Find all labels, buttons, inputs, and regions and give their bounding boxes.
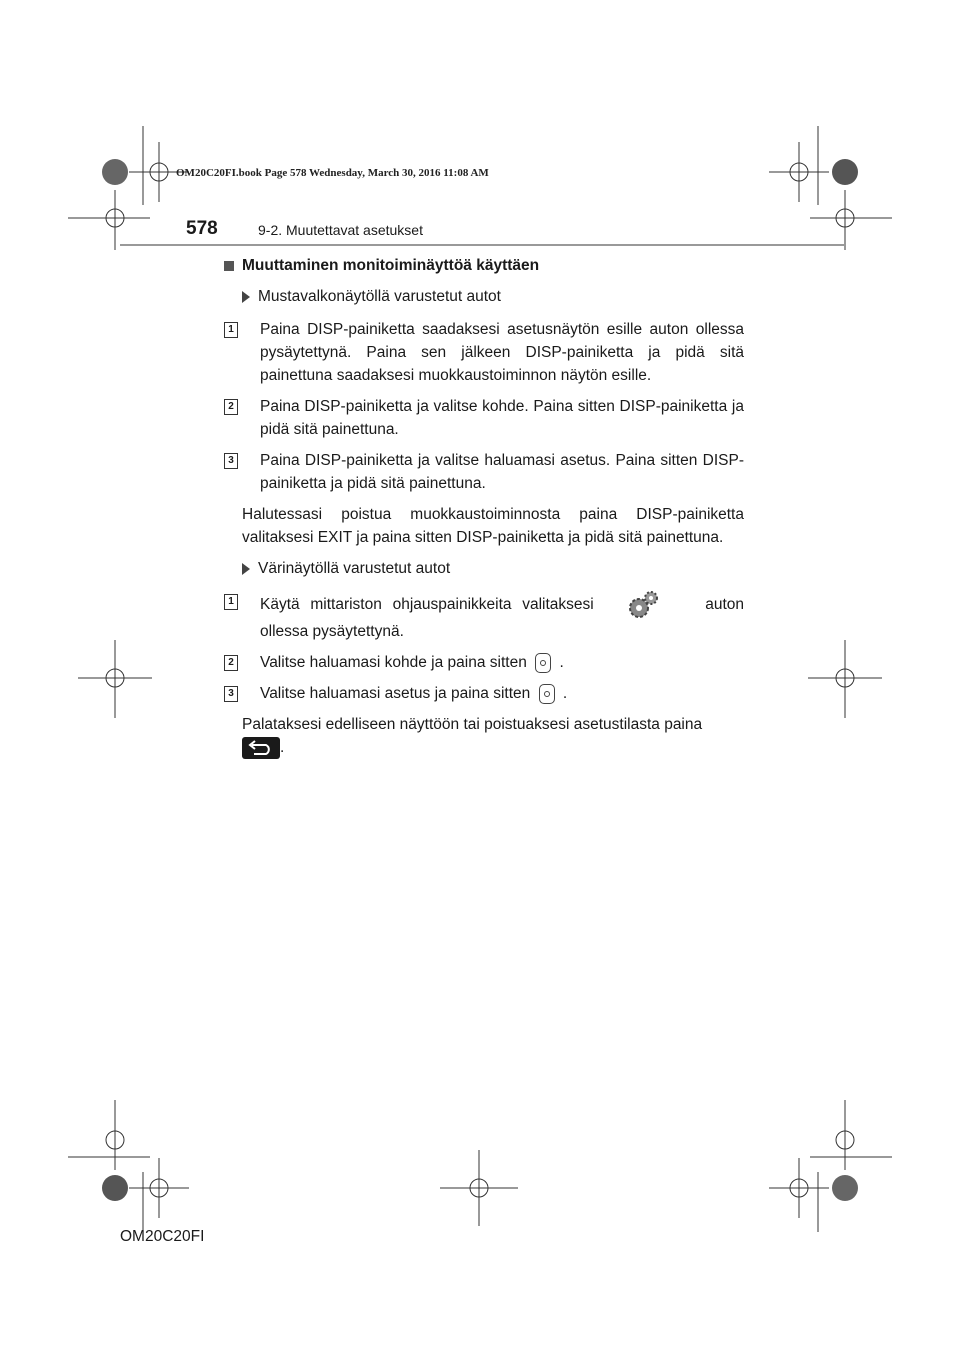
header-rule <box>120 244 844 246</box>
triangle-bullet-icon <box>242 291 250 303</box>
step-number: 3 <box>224 686 238 702</box>
step-mono-2 <box>224 395 744 441</box>
footer-code: OM20C20FI <box>120 1228 205 1245</box>
step-text: Paina DISP-painiketta ja valitse haluamasi asetus. Paina sitten DISP-painiketta ja pidä sitä painettuna. <box>260 452 744 492</box>
content <box>224 254 744 767</box>
bullet-mono: Mustavalkonäytöllä varustetut autot <box>242 285 744 308</box>
step-text: Käytä mittariston ohjauspainikkeita valitaksesi auton ollessa pysäytettynä. <box>260 590 744 643</box>
section-heading: Muuttaminen monitoiminäyttöä käyttäen <box>224 254 744 277</box>
page-number: 578 <box>186 218 218 239</box>
book-info: OM20C20FI.book Page 578 Wednesday, March 30, 2016 11:08 AM <box>176 167 489 179</box>
step-text: Paina DISP-painiketta ja valitse kohde. Paina sitten DISP-painiketta ja pidä sitä painettuna. <box>260 398 744 438</box>
step-color-1 <box>224 590 744 643</box>
step-number: 3 <box>224 453 238 469</box>
enter-button-icon <box>539 684 555 704</box>
step-color-2 <box>224 651 744 674</box>
note-color: Palataksesi edelliseen näyttöön tai poistuaksesi asetustilasta paina . <box>242 713 744 759</box>
section-title: 9-2. Muutettavat asetukset <box>258 222 423 238</box>
step-number: 2 <box>224 655 238 671</box>
note-mono: Halutessasi poistua muokkaustoiminnosta paina DISP-painiketta valitaksesi EXIT ja paina sitten DISP-painiketta ja pidä sitä painettuna. <box>242 506 744 546</box>
step-number: 1 <box>224 594 238 610</box>
step-color-3 <box>224 682 744 705</box>
step-number: 2 <box>224 399 238 415</box>
step-text: Valitse haluamasi asetus ja paina sitten . <box>260 685 568 702</box>
step-number: 1 <box>224 322 238 338</box>
step-mono-3 <box>224 449 744 495</box>
step-text: Valitse haluamasi kohde ja paina sitten . <box>260 654 564 671</box>
back-arrow-icon <box>242 737 280 759</box>
gear-icon <box>626 590 660 620</box>
triangle-bullet-icon <box>242 563 250 575</box>
step-text: Paina DISP-painiketta saadaksesi asetusnäytön esille auton ollessa pysäytettynä. Paina sen jälkeen DISP-painiketta ja pidä sitä painettuna saadaksesi muokkaustoiminnon näytön esille. <box>260 321 744 384</box>
square-bullet-icon <box>224 261 234 271</box>
step-mono-1 <box>224 318 744 387</box>
bullet-color: Värinäytöllä varustetut autot <box>242 557 744 580</box>
enter-button-icon <box>535 653 551 673</box>
